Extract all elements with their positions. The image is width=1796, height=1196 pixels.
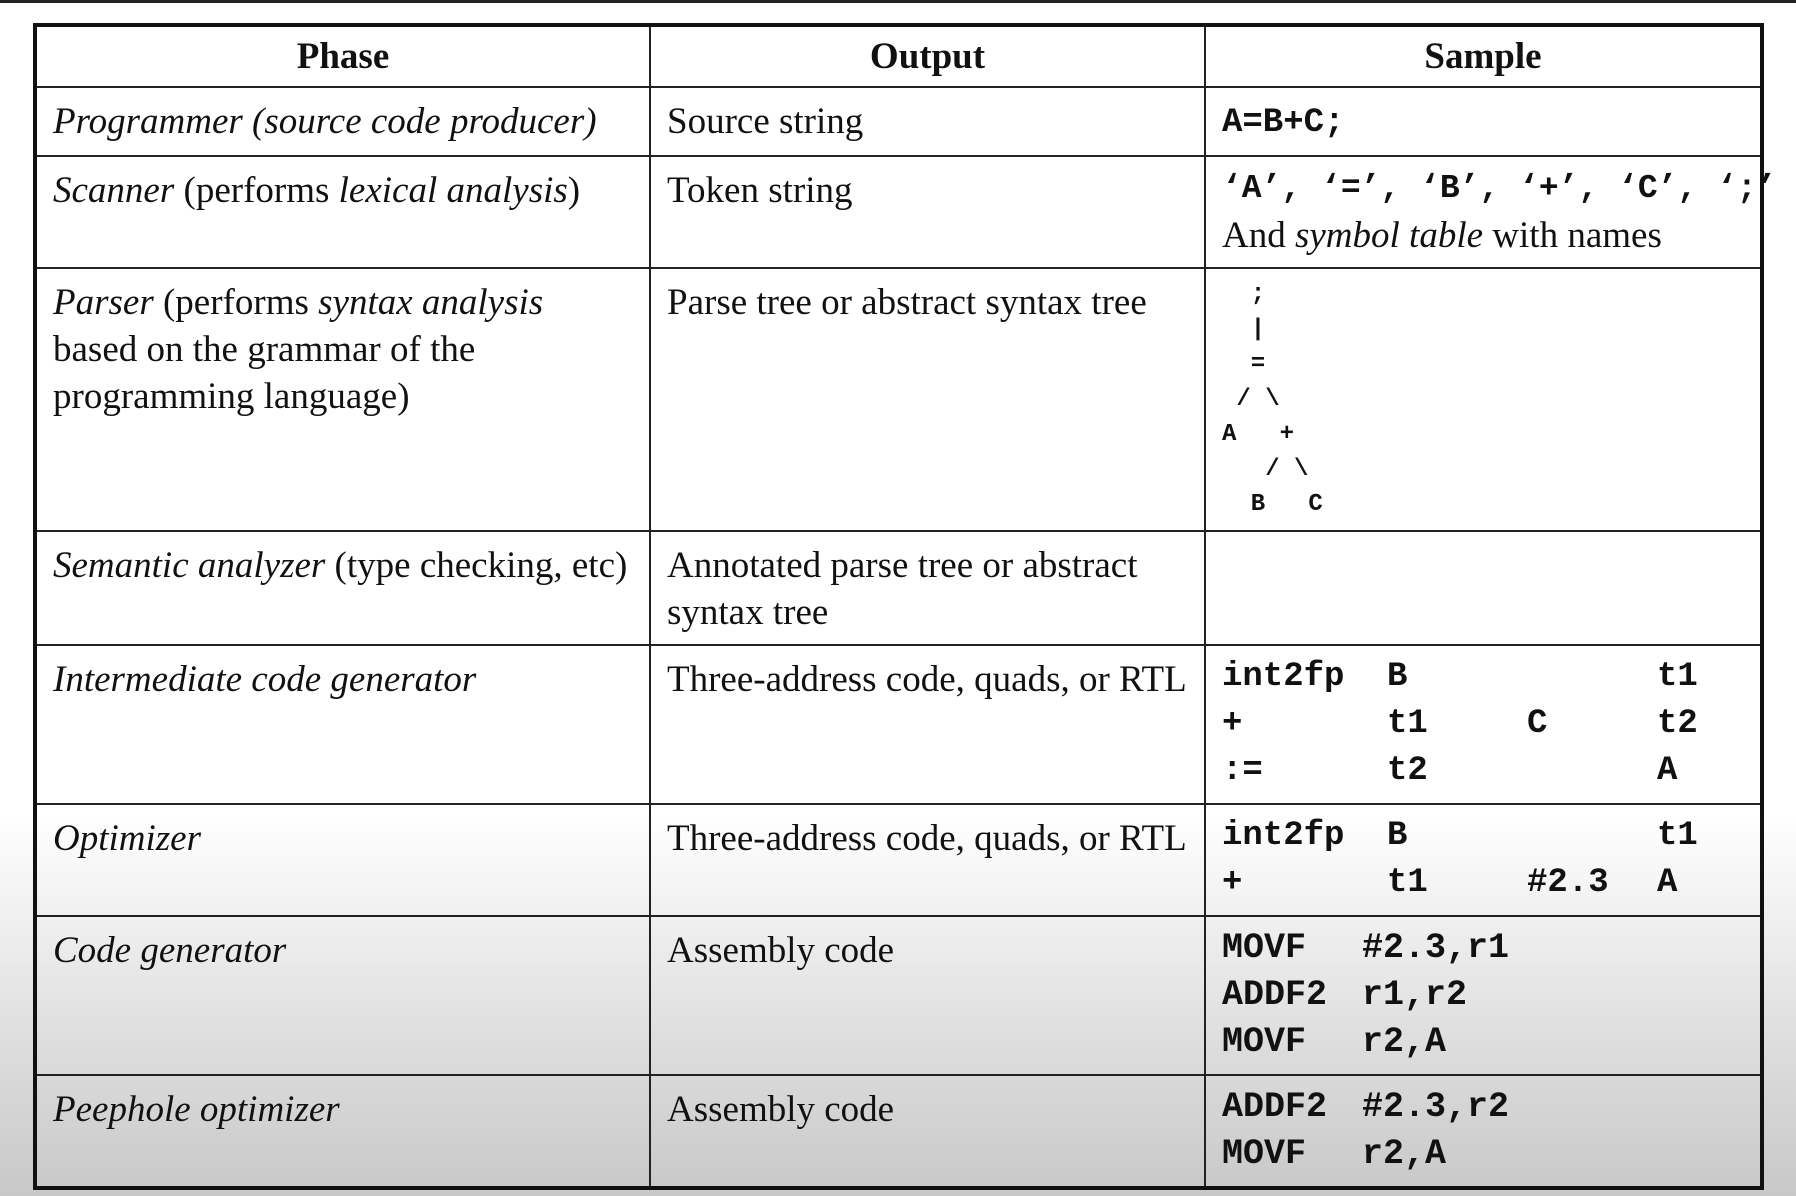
phase-text: programming language): [53, 376, 410, 417]
output-cell: Annotated parse tree or abstract syntax tree: [650, 531, 1205, 645]
output-cell: Source string: [650, 87, 1205, 156]
code-line: ADDF2 r1,r2: [1222, 975, 1468, 1015]
code-line: MOVF #2.3,r1: [1222, 928, 1510, 968]
code-line: int2fp B t1: [1222, 658, 1698, 696]
table-row-scanner: [35, 156, 1762, 268]
phase-emphasis: lexical analysis: [338, 170, 568, 211]
phase-name: Scanner: [53, 170, 175, 211]
code-line: int2fp B t1: [1222, 817, 1698, 855]
output-cell: Token string: [650, 156, 1205, 268]
phase-cell: Intermediate code generator: [35, 645, 650, 804]
code-line: ADDF2 #2.3,r2: [1222, 1087, 1510, 1127]
phase-cell: [35, 156, 650, 268]
sample-code: A=B+C;: [1222, 104, 1345, 142]
code-line: MOVF r2,A: [1222, 1134, 1447, 1174]
code-line: MOVF r2,A: [1222, 1022, 1447, 1062]
code-line: + t1 C t2: [1222, 705, 1698, 743]
table-row-programmer: [35, 87, 1762, 156]
phase-text: (performs: [174, 170, 339, 211]
output-cell: Parse tree or abstract syntax tree: [650, 268, 1205, 531]
phase-cell: Code generator: [35, 916, 650, 1075]
table-row-intermediate: [35, 645, 1762, 804]
output-cell: Three-address code, quads, or RTL: [650, 645, 1205, 804]
phase-name: Semantic analyzer: [53, 545, 326, 586]
phase-cell: [35, 268, 650, 531]
code-line: + t1 #2.3 A: [1222, 864, 1678, 902]
output-cell: Assembly code: [650, 916, 1205, 1075]
header-phase: Phase: [35, 25, 650, 87]
phase-cell: [35, 531, 650, 645]
sample-cell: [1205, 1075, 1762, 1188]
sample-cell: [1205, 156, 1777, 268]
sample-cell: [1205, 804, 1762, 916]
phase-text: (type checking, etc): [325, 545, 628, 586]
phase-text: (performs: [153, 282, 319, 323]
sample-cell: [1205, 916, 1762, 1075]
symbol-table-note: And symbol table with names: [1222, 215, 1662, 256]
header-row: [35, 25, 1762, 87]
output-cell: Assembly code: [650, 1075, 1205, 1188]
header-sample: Sample: [1205, 25, 1762, 87]
table-row-peephole: [35, 1075, 1762, 1188]
output-cell: Three-address code, quads, or RTL: [650, 804, 1205, 916]
phase-name: Parser: [53, 282, 154, 323]
parse-tree-diagram: ; | = / \ A + / \ B C: [1222, 281, 1323, 518]
header-output: Output: [650, 25, 1205, 87]
phase-cell: Programmer (source code producer): [35, 87, 650, 156]
sample-cell: [1205, 531, 1762, 645]
sample-cell: [1205, 645, 1762, 804]
sample-cell: [1205, 87, 1762, 156]
phase-text: ): [567, 170, 581, 211]
top-border-line: [0, 0, 1796, 3]
phase-text: based on the grammar of the: [53, 329, 476, 370]
table-row-codegen: [35, 916, 1762, 1075]
phase-emphasis: syntax analysis: [318, 282, 544, 323]
phase-cell: Optimizer: [35, 804, 650, 916]
table-row-optimizer: [35, 804, 1762, 916]
table-row-parser: [35, 268, 1762, 531]
compiler-phases-table: [33, 23, 1777, 1190]
token-string: ‘A’, ‘=’, ‘B’, ‘+’, ‘C’, ‘;’: [1222, 170, 1777, 207]
sample-cell: [1205, 268, 1762, 531]
code-line: := t2 A: [1222, 752, 1678, 790]
phase-cell: Peephole optimizer: [35, 1075, 650, 1188]
table-row-semantic: [35, 531, 1762, 645]
